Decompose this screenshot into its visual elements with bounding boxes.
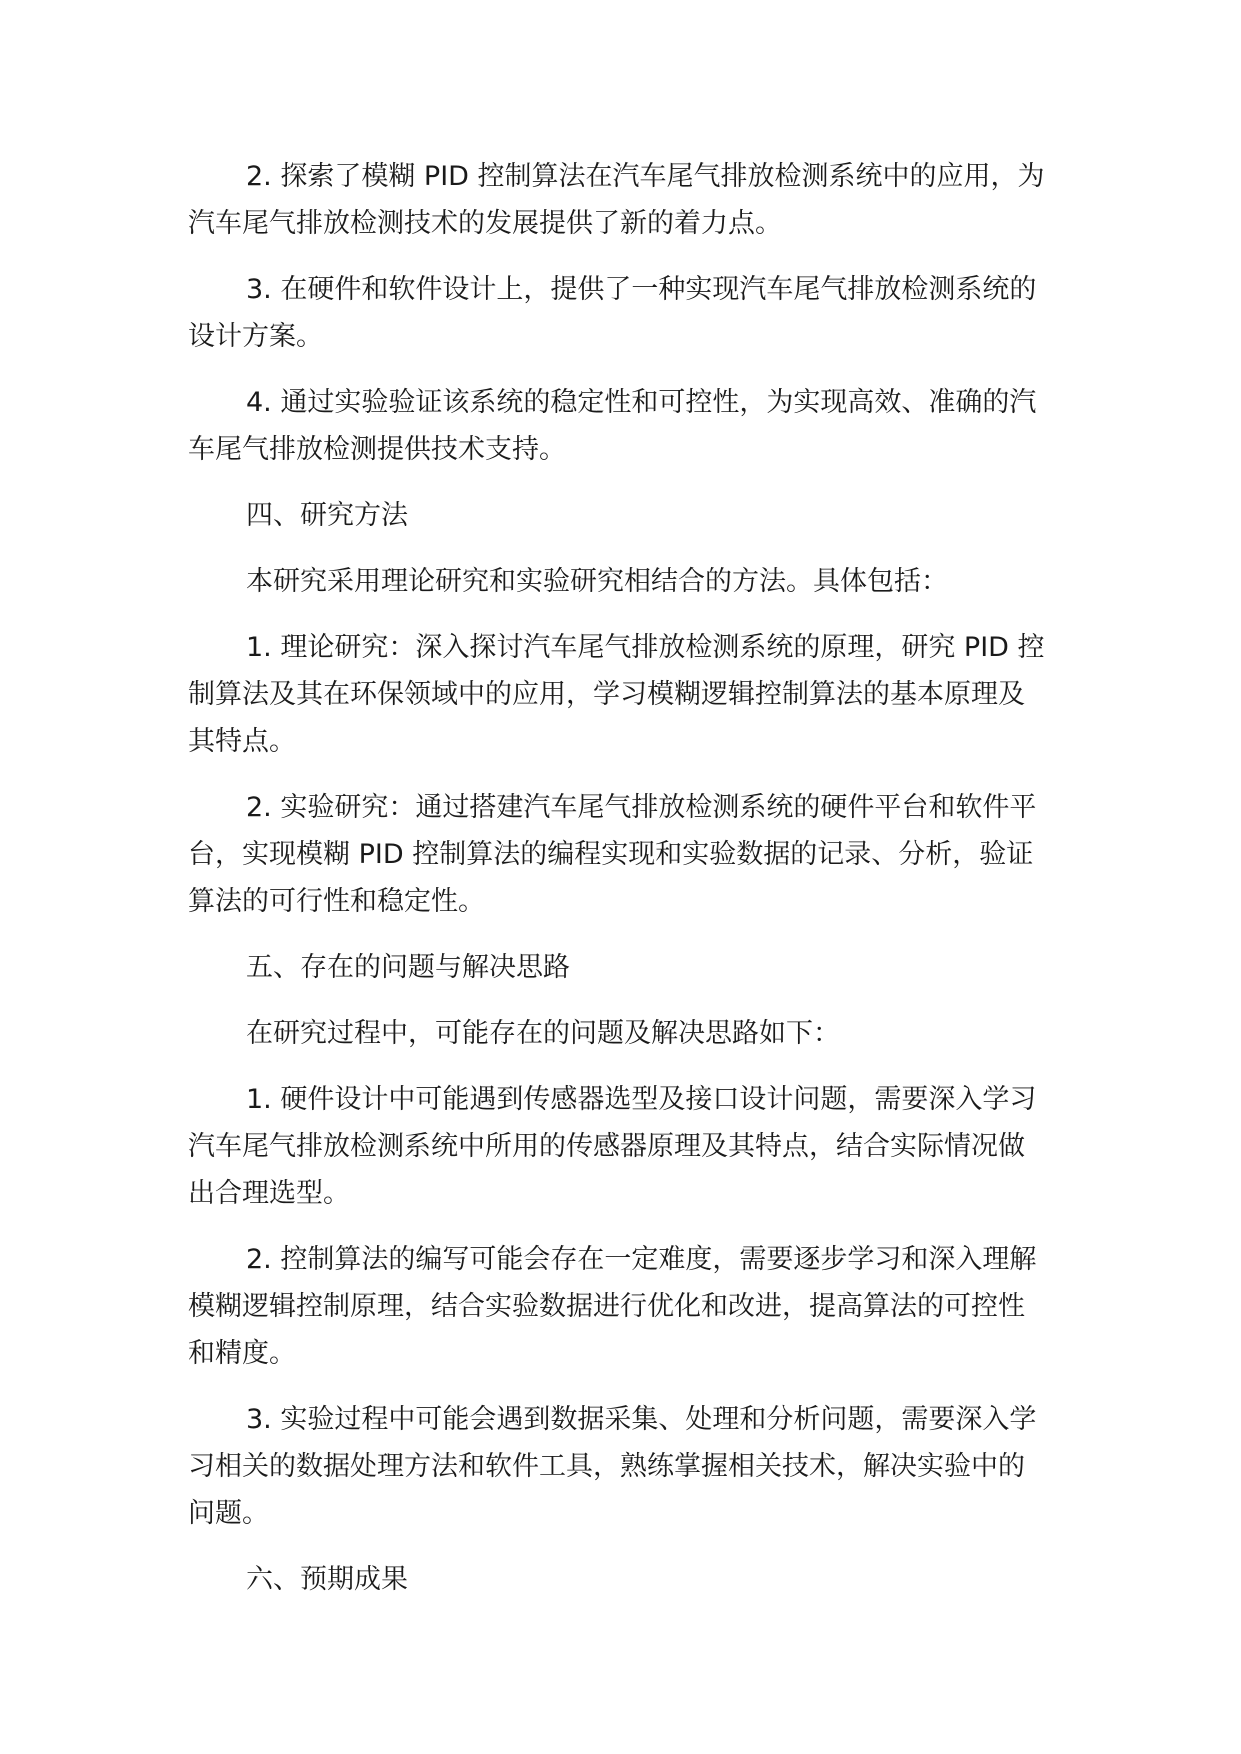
- list-item: [188, 784, 1060, 925]
- heading-text: 四、研究方法: [246, 500, 408, 531]
- list-item: [188, 1396, 1060, 1537]
- text-line: 问题。: [188, 1498, 269, 1529]
- text-line: 设计方案。: [188, 321, 323, 352]
- list-item: [188, 379, 1060, 473]
- text-line: 在研究过程中，可能存在的问题及解决思路如下：: [246, 1018, 840, 1049]
- list-item: [188, 153, 1060, 247]
- text-line: 本研究采用理论研究和实验研究相结合的方法。具体包括：: [246, 566, 948, 597]
- text-line: 2. 实验研究：通过搭建汽车尾气排放检测系统的硬件平台和软件平: [246, 792, 1037, 823]
- text-line: 算法的可行性和稳定性。: [188, 886, 485, 917]
- text-line: 2. 控制算法的编写可能会存在一定难度，需要逐步学习和深入理解: [246, 1244, 1037, 1275]
- heading-text: 六、预期成果: [246, 1564, 408, 1595]
- text-line: 3. 在硬件和软件设计上，提供了一种实现汽车尾气排放检测系统的: [246, 274, 1037, 305]
- document-body: [188, 153, 1060, 1622]
- text-line: 1. 硬件设计中可能遇到传感器选型及接口设计问题，需要深入学习: [246, 1084, 1037, 1115]
- text-line: 台，实现模糊 PID 控制算法的编程实现和实验数据的记录、分析，验证: [188, 839, 1034, 870]
- text-line: 汽车尾气排放检测技术的发展提供了新的着力点。: [188, 208, 782, 239]
- text-line: 车尾气排放检测提供技术支持。: [188, 434, 566, 465]
- list-item: [188, 1236, 1060, 1377]
- heading-text: 五、存在的问题与解决思路: [246, 952, 570, 983]
- section-heading: [188, 1556, 1060, 1603]
- text-line: 其特点。: [188, 726, 296, 757]
- text-line: 2. 探索了模糊 PID 控制算法在汽车尾气排放检测系统中的应用，为: [246, 161, 1045, 192]
- list-item: [188, 1076, 1060, 1217]
- paragraph: [188, 558, 1060, 605]
- paragraph: [188, 1010, 1060, 1057]
- section-heading: [188, 492, 1060, 539]
- text-line: 3. 实验过程中可能会遇到数据采集、处理和分析问题，需要深入学: [246, 1404, 1037, 1435]
- list-item: [188, 266, 1060, 360]
- text-line: 制算法及其在环保领域中的应用，学习模糊逻辑控制算法的基本原理及: [188, 679, 1025, 710]
- text-line: 习相关的数据处理方法和软件工具，熟练掌握相关技术，解决实验中的: [188, 1451, 1025, 1482]
- text-line: 汽车尾气排放检测系统中所用的传感器原理及其特点，结合实际情况做: [188, 1131, 1025, 1162]
- text-line: 出合理选型。: [188, 1178, 350, 1209]
- list-item: [188, 624, 1060, 765]
- text-line: 和精度。: [188, 1338, 296, 1369]
- text-line: 1. 理论研究：深入探讨汽车尾气排放检测系统的原理，研究 PID 控: [246, 632, 1045, 663]
- text-line: 4. 通过实验验证该系统的稳定性和可控性，为实现高效、准确的汽: [246, 387, 1037, 418]
- text-line: 模糊逻辑控制原理，结合实验数据进行优化和改进，提高算法的可控性: [188, 1291, 1025, 1322]
- section-heading: [188, 944, 1060, 991]
